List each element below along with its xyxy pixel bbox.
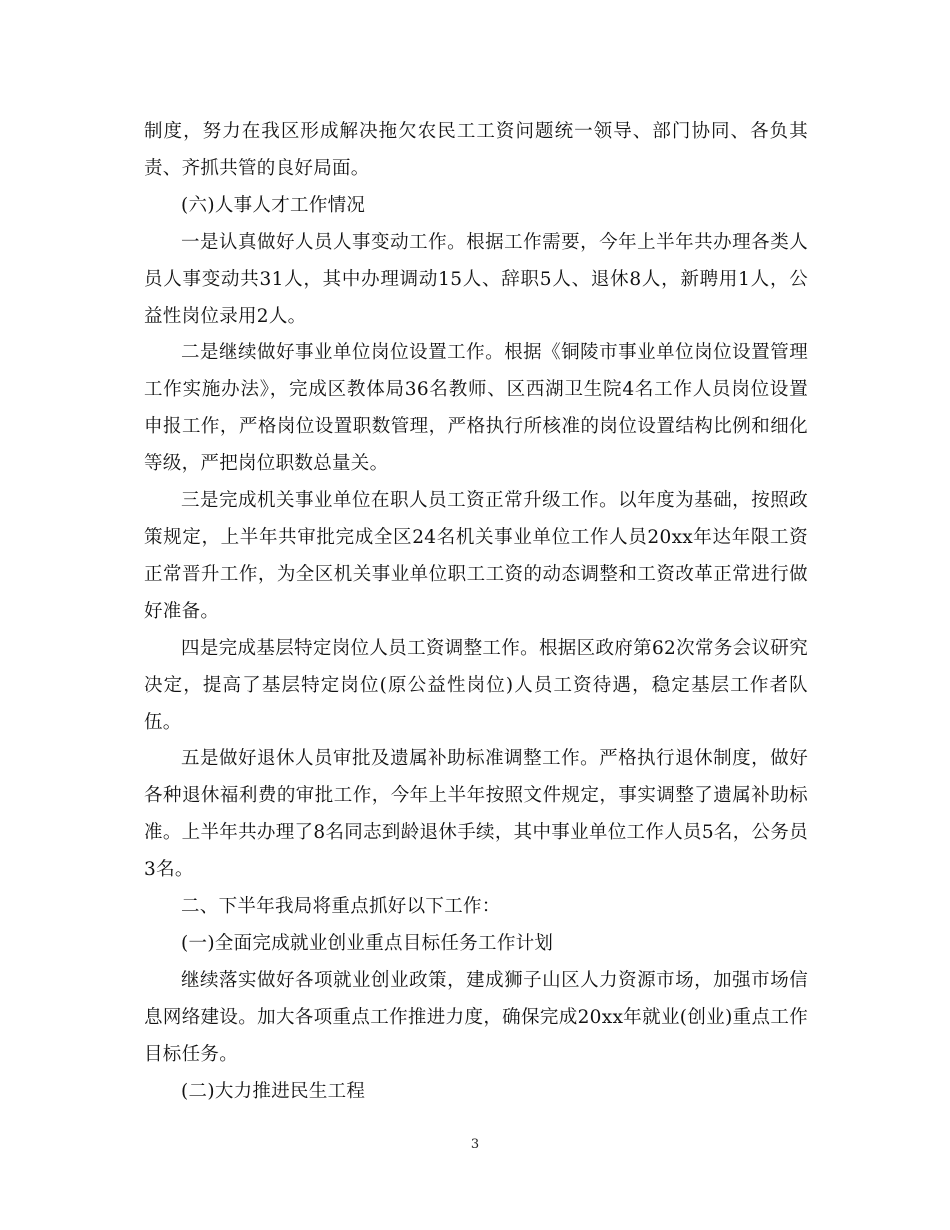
section-heading-personnel: (六)人事人才工作情况 <box>181 194 366 216</box>
section-heading-second-half: 二、下半年我局将重点抓好以下工作： <box>181 896 501 918</box>
subheading-livelihood-projects: (二)大力推进民生工程 <box>181 1080 366 1102</box>
paragraph-retirement: 五是做好退休人员审批及遗属补助标准调整工作。严格执行退休制度，做好各种退休福利费的审批工作，今年上半年按照文件规定，事实调整了遗属补助标准。上半年共办理了8名同志到龄退休手续，其中事业单位工作人员5名，公务员3名。 <box>144 748 808 881</box>
subheading-employment-targets: (一)全面完成就业创业重点目标任务工作计划 <box>181 932 554 954</box>
paragraph-continuation: 制度，努力在我区形成解决拖欠农民工工资问题统一领导、部门协同、各负其责、齐抓共管的良好局面。 <box>144 121 808 179</box>
page-number: 3 <box>470 1137 480 1152</box>
paragraph-personnel-changes: 一是认真做好人员人事变动工作。根据工作需要，今年上半年共办理各类人员人事变动共31人，其中办理调动15人、辞职5人、退休8人，新聘用1人，公益性岗位录用2人。 <box>144 231 808 327</box>
document-body <box>144 114 808 1110</box>
paragraph-employment-policy: 继续落实做好各项就业创业政策，建成狮子山区人力资源市场，加强市场信息网络建设。加大各项重点工作推进力度，确保完成20xx年就业(创业)重点工作目标任务。 <box>144 969 808 1065</box>
paragraph-special-post-salary: 四是完成基层特定岗位人员工资调整工作。根据区政府第62次常务会议研究决定，提高了基层特定岗位(原公益性岗位)人员工资待遇，稳定基层工作者队伍。 <box>144 637 808 733</box>
paragraph-salary-upgrade: 三是完成机关事业单位在职人员工资正常升级工作。以年度为基础，按照政策规定，上半年共审批完成全区24名机关事业单位工作人员20xx年达年限工资正常晋升工作，为全区机关事业单位职工工资的动态调整和工资改革正常进行做好准备。 <box>144 490 808 622</box>
paragraph-post-setting: 二是继续做好事业单位岗位设置工作。根据《铜陵市事业单位岗位设置管理工作实施办法》，完成区教体局36名教师、区西湖卫生院4名工作人员岗位设置申报工作，严格岗位设置职数管理，严格执行所核准的岗位设置结构比例和细化等级，严把岗位职数总量关。 <box>144 342 808 475</box>
